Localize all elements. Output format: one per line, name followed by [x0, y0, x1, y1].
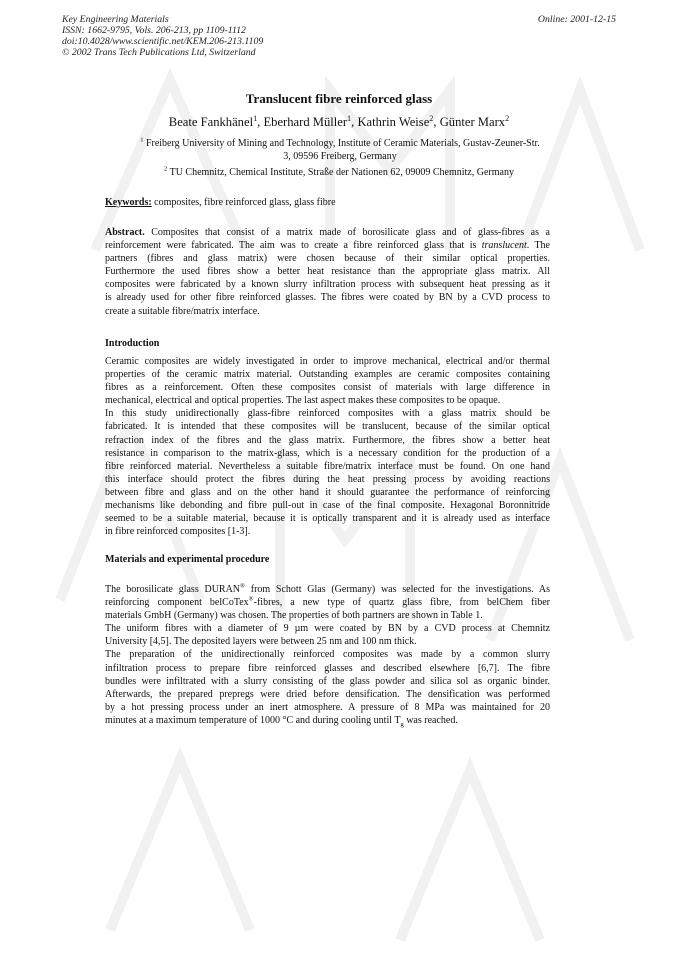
author-list: [0, 115, 678, 130]
paper-title: Translucent fibre reinforced glass: [245, 91, 433, 106]
body-line: The uniform fibres with a diameter of 9 µm were coated by BN by a CVD process at Chemnitz: [105, 623, 550, 635]
body-line: in fibre reinforced composites [1-3].: [105, 526, 251, 538]
author-separator: ,: [351, 115, 358, 129]
author-affiliation-mark: 1: [253, 113, 258, 123]
body-line: this interface should protect the fibres during the heat pressing process by avoiding reactions: [105, 473, 550, 485]
abstract-text: reinforcement were fabricated. The aim was to create a fibre reinforced glass that is: [105, 240, 477, 252]
section-heading-materials: Materials and experimental procedure: [105, 554, 270, 565]
body-text: from Schott Glas (Germany) was selected for the investigations. As: [244, 584, 550, 595]
abstract-text: Composites that consist of a matrix made of borosilicate glass and of glass-fibres as a: [151, 227, 550, 238]
body-line: [105, 714, 550, 727]
abstract-line: partners (fibres and glass matrix) were chosen because of their similar optical properties.: [105, 253, 550, 265]
affiliation-mark: 1: [140, 136, 144, 144]
affiliation-text: TU Chemnitz, Chemical Institute, Straße der Nationen 62, 09009 Chemnitz, Germany: [169, 167, 514, 178]
affiliation-mark: 2: [164, 165, 168, 173]
copyright-line: © 2002 Trans Tech Publications Ltd, Switzerland: [62, 47, 256, 58]
keywords: [105, 197, 550, 208]
doi-line[interactable]: doi:10.4028/www.scientific.net/KEM.206-213.1109: [62, 36, 264, 47]
body-line: [105, 596, 550, 609]
body-line: infiltration process to prepare fibre reinforced glasses and described elsewhere [6,7]. The fibre: [105, 662, 550, 674]
body-text: -fibres, a new type of quartz glass fibre, from belChem fiber: [253, 597, 551, 609]
body-line: bundles were infiltrated with a slurry consisting of the glass powder and silica sol as organic binder.: [105, 675, 550, 687]
emphasis-translucent: translucent: [481, 240, 527, 252]
body-line: fibres as a reinforcement. Often these composites consist of materials with large difference in: [105, 382, 550, 394]
body-line: seemed to be a suitable material, because it is optically transparent and it is already used as interface: [105, 513, 550, 525]
body-line: between fibre and glass and on the other hand it should guarantee the performance of reinforcing: [105, 486, 550, 498]
section-heading-introduction: Introduction: [105, 338, 160, 349]
author-affiliation-mark: 2: [429, 113, 434, 123]
body-line: Ceramic composites are widely investigated in order to improve mechanical, electrical and/or thermal: [105, 356, 550, 367]
author-name: Kathrin Weise: [357, 115, 430, 129]
abstract-line: Furthermore the used fibres show a better heat resistance than the appropriate glass matrix. All: [105, 266, 550, 278]
body-text: reinforcing component belCoTex: [105, 597, 249, 609]
author-affiliation-mark: 1: [347, 113, 352, 123]
abstract-text: . The: [526, 240, 550, 252]
author-affiliation-mark: 2: [505, 113, 510, 123]
body-text: The borosilicate glass DURAN: [105, 584, 241, 595]
materials-body: [105, 583, 550, 727]
glass-transition-subscript: g: [400, 720, 404, 728]
introduction-body: [105, 355, 550, 538]
registered-mark: ®: [240, 582, 245, 590]
body-line: resistance in comparison to the matrix-glass, which is a necessary condition for the production of a: [105, 447, 550, 459]
author-separator: ,: [433, 115, 440, 129]
affiliation-1: [100, 137, 580, 163]
body-line: properties of the ceramic matrix material. Outstanding examples are ceramic composites containing: [105, 369, 550, 381]
abstract-line: [105, 239, 550, 252]
journal-name: Key Engineering Materials: [62, 14, 169, 25]
body-line: University [4,5]. The deposited layers were between 25 nm and 100 nm thick.: [105, 636, 417, 648]
author-name: Günter Marx: [439, 115, 506, 129]
body-line: [105, 583, 550, 596]
body-line: mechanical, electrical and optical properties. The last aspect makes these composites to be opaque.: [105, 395, 501, 407]
body-text: minutes at a maximum temperature of 1000 °C and during cooling until T: [105, 714, 401, 726]
affiliation-text: 3, 09596 Freiberg, Germany: [283, 151, 397, 162]
online-date: Online: 2001-12-15: [537, 14, 616, 25]
journal-header: [62, 14, 616, 58]
affiliation-text: Freiberg University of Mining and Technology, Institute of Ceramic Materials, Gustav-Zeuner-Str.: [145, 138, 540, 149]
body-line: by a hot pressing process under an inert atmosphere. A pressure of 8 MPa was maintained for 20: [105, 701, 550, 713]
author-name: Eberhard Müller: [263, 115, 348, 129]
abstract-line: is already used for other fibre reinforced glasses. The fibres were coated by BN by a CVD process to: [105, 292, 550, 304]
keywords-text: composites, fibre reinforced glass, glass fibre: [154, 197, 336, 208]
body-line: refraction index of the fibres and the glass matrix. Furthermore, the fibres show a better heat: [105, 434, 550, 446]
abstract-line: create a suitable fibre/matrix interface.: [105, 305, 260, 317]
body-text: was reached.: [403, 714, 458, 726]
author-name: Beate Fankhänel: [168, 115, 254, 129]
abstract: [105, 226, 550, 318]
keywords-label: Keywords:: [105, 197, 152, 208]
issn-line: ISSN: 1662-9795, Vols. 206-213, pp 1109-1112: [62, 25, 246, 36]
body-line: In this study unidirectionally glass-fibre reinforced composites with a glass matrix should be: [105, 408, 550, 420]
author-separator: ,: [257, 115, 264, 129]
abstract-line: composites were fabricated by a known slurry infiltration process with subsequent heat pressing as it: [105, 279, 550, 291]
body-line: mechanisms like debonding and fibre pull-out in case of the final composite. Hexagonal Boronnitride: [105, 500, 550, 512]
abstract-label: Abstract.: [105, 227, 145, 238]
abstract-line: [105, 226, 550, 239]
body-line: materials GmbH (Germany) was chosen. The properties of both partners are shown in Table 1.: [105, 610, 483, 622]
body-line: The preparation of the unidirectionally reinforced composites was made by a common slurry: [105, 649, 550, 661]
body-line: fibre reinforced material. Nevertheless a suitable fibre/matrix interface must be found. On one hand: [105, 460, 550, 472]
body-line: fabricated. It is intended that these composites will be translucent, because of the similar optical: [105, 421, 550, 433]
body-line: Afterwards, the prepared prepregs were dried before densification. The densification was performed: [105, 688, 550, 700]
registered-mark: ®: [248, 595, 254, 603]
affiliation-2: [0, 167, 678, 178]
